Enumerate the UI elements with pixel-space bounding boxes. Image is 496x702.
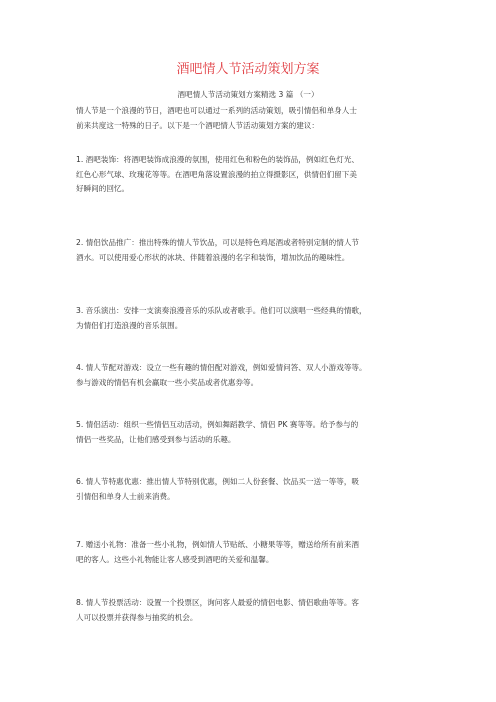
paragraph-line: 人可以投票并获得参与抽奖的机会。 xyxy=(76,612,198,622)
list-item-1 xyxy=(76,153,436,197)
paragraph-line: 7. 赠送小礼物：准备一些小礼物，例如情人节贴纸、小糖果等等，赠送给所有前来酒 xyxy=(76,540,360,549)
list-item-7 xyxy=(76,538,436,567)
paragraph-line: 8. 情人节投票活动：设置一个投票区，询问客人最爱的情侣电影、情侣歌曲等等。客 xyxy=(76,598,360,607)
list-item-5 xyxy=(76,418,436,447)
list-item-2 xyxy=(76,236,436,265)
paragraph-line: 情人节是一个浪漫的节日，酒吧也可以通过一系列的活动策划，吸引情侣和单身人士 xyxy=(76,106,357,115)
paragraph-line: 情侣一些奖品，让他们感受到参与活动的乐趣。 xyxy=(76,434,236,444)
paragraph-line: 酒水。可以使用爱心形状的冰块、伴随着浪漫的名字和装饰，增加饮品的趣味性。 xyxy=(76,252,350,262)
list-item-8 xyxy=(76,596,436,625)
list-item-6 xyxy=(76,475,436,504)
document-subtitle: 酒吧情人节活动策划方案精选 3 篇 （一） xyxy=(177,90,319,99)
list-item-4 xyxy=(76,361,436,390)
document-title: 酒吧情人节活动策划方案 xyxy=(176,62,320,77)
paragraph-line: 为情侣们打造浪漫的音乐氛围。 xyxy=(76,320,183,330)
paragraph-line: 前来共度这一特殊的日子。以下是一个酒吧情人节活动策划方案的建议： xyxy=(76,120,319,130)
paragraph-line: 5. 情侣活动：组织一些情侣互动活动，例如舞蹈教学、情侣 PK 赛等等。给予参与的 xyxy=(76,420,359,429)
paragraph-line: 引情侣和单身人士前来消费。 xyxy=(76,491,175,501)
paragraph-line: 吧的客人。这些小礼物能让客人感受到酒吧的关爱和温馨。 xyxy=(76,554,274,564)
paragraph-line: 6. 情人节特惠优惠：推出情人节特别优惠，例如二人份套餐、饮品买一送一等等，吸 xyxy=(76,477,360,486)
paragraph-line: 2. 情侣饮品推广：推出特殊的情人节饮品，可以是特色鸡尾酒或者特别定制的情人节 xyxy=(76,238,360,247)
paragraph-line: 红色心形气球、玫瑰花等等。在酒吧角落设置浪漫的拍立得摄影区，供情侣们留下美 xyxy=(76,169,357,179)
intro-paragraph xyxy=(76,104,436,133)
paragraph-line: 1. 酒吧装饰：将酒吧装饰成浪漫的氛围，使用红色和粉色的装饰品，例如红色灯光、 xyxy=(76,155,360,164)
paragraph-line: 4. 情人节配对游戏：设立一些有趣的情侣配对游戏，例如爱情问答、双人小游戏等等。 xyxy=(76,363,367,372)
paragraph-line: 3. 音乐演出：安排一支演奏浪漫音乐的乐队或者歌手。他们可以演唱一些经典的情歌， xyxy=(76,306,367,315)
list-item-3 xyxy=(76,304,436,333)
paragraph-line: 参与游戏的情侣有机会赢取一些小奖品或者优惠券等。 xyxy=(76,377,259,387)
paragraph-line: 好瞬间的回忆。 xyxy=(76,184,130,193)
